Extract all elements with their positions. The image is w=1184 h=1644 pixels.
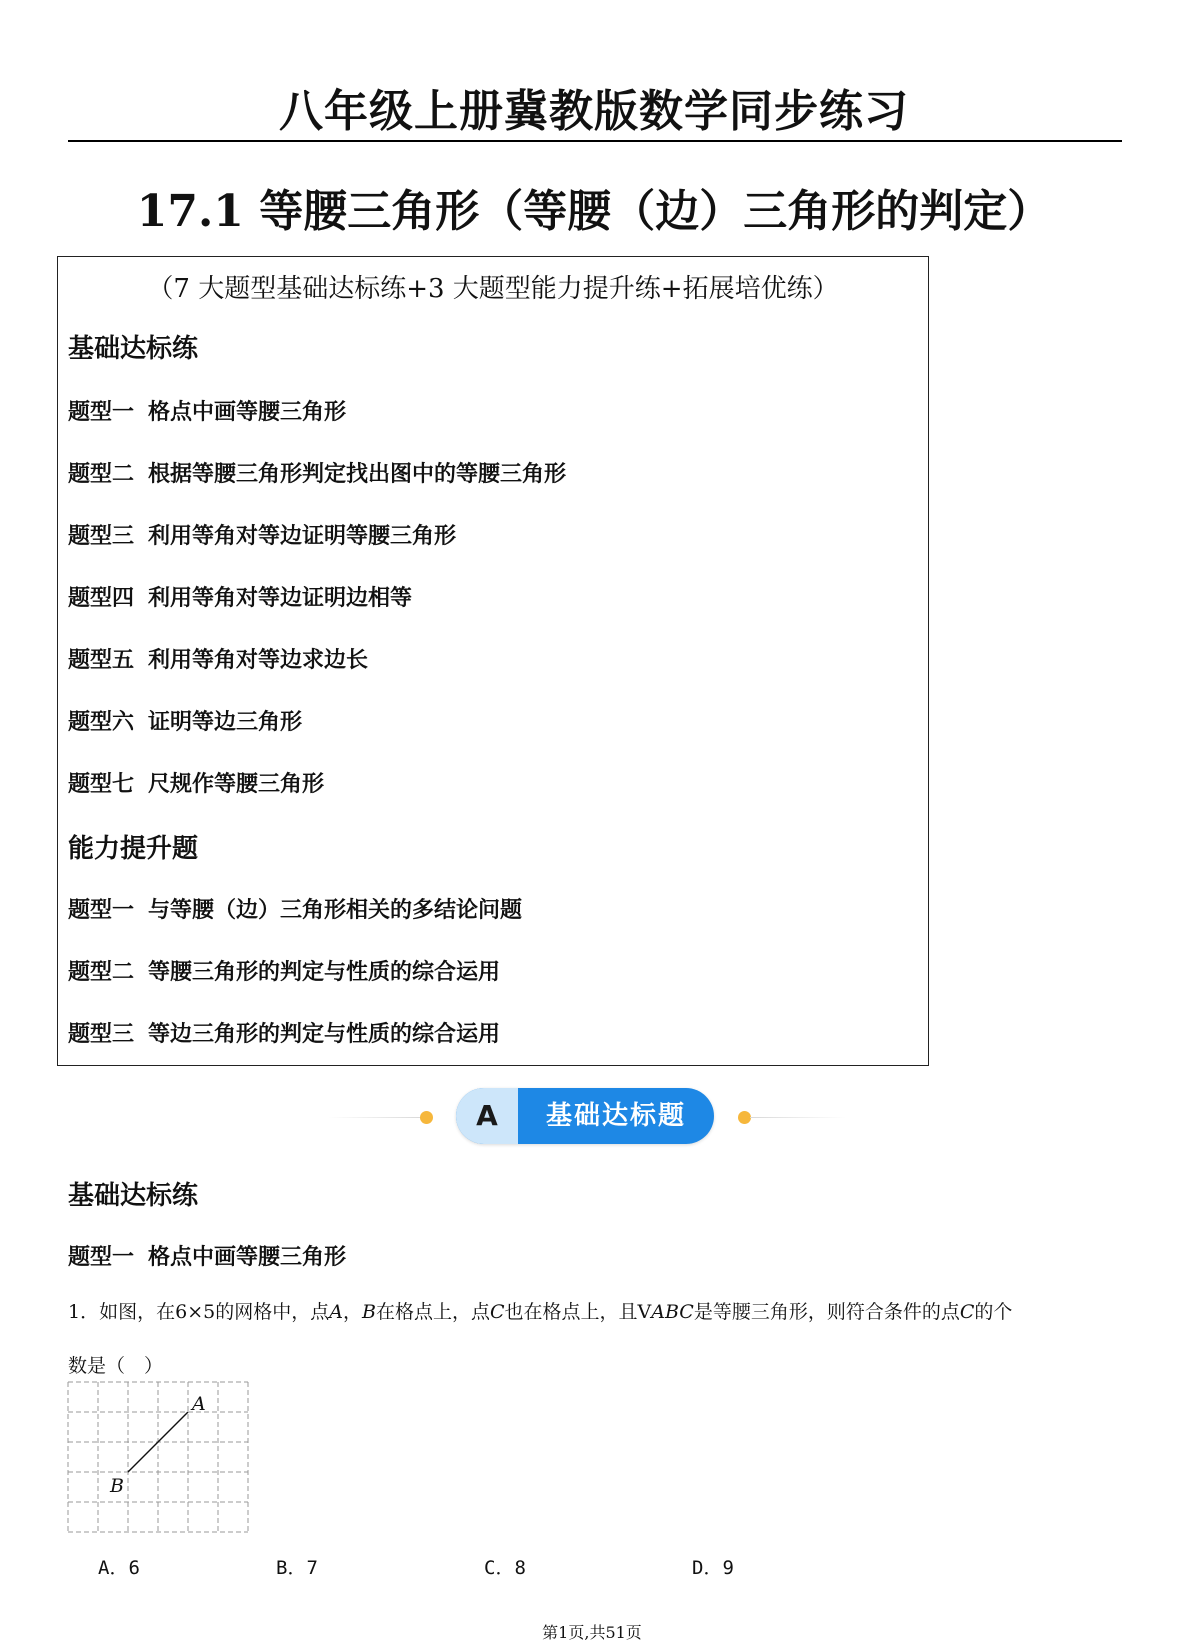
toc-item: 题型一 格点中画等腰三角形 bbox=[68, 400, 347, 425]
title-rule bbox=[68, 140, 1122, 142]
banner-dot-left bbox=[420, 1111, 433, 1124]
toc-box bbox=[57, 256, 929, 1066]
banner-label: 基础达标题 bbox=[545, 1101, 686, 1131]
toc-item: 题型二 根据等腰三角形判定找出图中的等腰三角形 bbox=[68, 462, 567, 487]
section-heading: 基础达标练 bbox=[68, 1181, 199, 1211]
toc-intro: （7 大题型基础达标练+3 大题型能力提升练+拓展培优练） bbox=[147, 274, 839, 304]
toc-item: 题型二 等腰三角形的判定与性质的综合运用 bbox=[68, 960, 501, 985]
banner-line-left bbox=[328, 1117, 424, 1118]
banner-letter: A bbox=[456, 1088, 518, 1144]
choice-b[interactable]: B．7 bbox=[276, 1557, 318, 1579]
section-title: 17.1 等腰三角形（等腰（边）三角形的判定） bbox=[136, 186, 1052, 237]
toc-item: 题型三 等边三角形的判定与性质的综合运用 bbox=[68, 1022, 501, 1047]
toc-item: 题型五 利用等角对等边求边长 bbox=[68, 648, 369, 673]
page-footer: 第1页,共51页 bbox=[542, 1623, 642, 1642]
choice-a[interactable]: A．6 bbox=[98, 1557, 140, 1579]
section-banner bbox=[320, 1084, 860, 1150]
toc-advanced-heading: 能力提升题 bbox=[68, 834, 199, 864]
choice-d[interactable]: D．9 bbox=[692, 1557, 734, 1579]
toc-item: 题型六 证明等边三角形 bbox=[68, 710, 303, 735]
point-b-label: B bbox=[110, 1475, 124, 1497]
grid-lines bbox=[68, 1382, 248, 1532]
choice-c[interactable]: C．8 bbox=[484, 1557, 526, 1579]
document-title: 八年级上册冀教版数学同步练习 bbox=[279, 86, 909, 137]
toc-item: 题型三 利用等角对等边证明等腰三角形 bbox=[68, 524, 457, 549]
question-type-heading: 题型一 格点中画等腰三角形 bbox=[68, 1245, 347, 1270]
toc-basic-heading: 基础达标练 bbox=[68, 334, 199, 364]
banner-pill bbox=[456, 1088, 714, 1144]
toc-item: 题型四 利用等角对等边证明边相等 bbox=[68, 586, 413, 611]
question-1-stem: 1．如图，在6×5的网格中，点A，B在格点上，点C也在格点上，且VABC是等腰三角形，则符合条件的点C的个 bbox=[68, 1301, 1013, 1323]
toc-item: 题型一 与等腰（边）三角形相关的多结论问题 bbox=[68, 898, 523, 923]
point-a-label: A bbox=[192, 1393, 206, 1415]
banner-line-right bbox=[750, 1117, 846, 1118]
grid-figure bbox=[66, 1380, 250, 1536]
question-1-stem-line2: 数是（ ） bbox=[68, 1355, 164, 1377]
toc-item: 题型七 尺规作等腰三角形 bbox=[68, 772, 325, 797]
